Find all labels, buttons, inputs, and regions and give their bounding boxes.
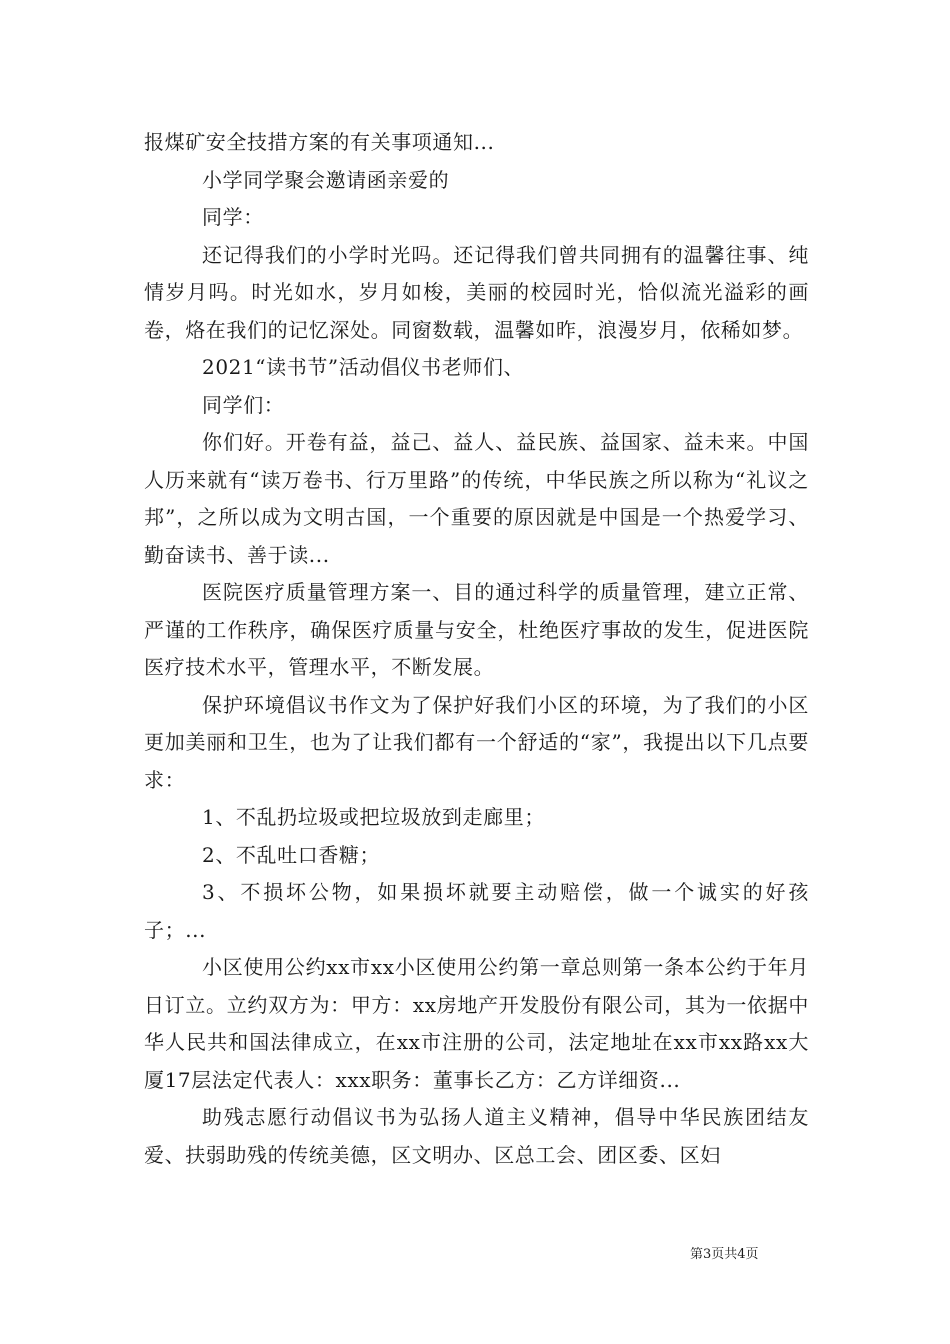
paragraph-notice-tail: 报煤矿安全技措方案的有关事项通知... <box>144 130 495 154</box>
page-number-footer: 第3页共4页 <box>690 1247 759 1262</box>
paragraph-volunteer-proposal: 助残志愿行动倡议书为弘扬人道主义精神，倡导中华民族团结友爱、扶弱助残的传统美德，区文明办、区总工会、团区委、区妇 <box>144 1105 809 1167</box>
paragraph-reading-festival-title: 2021“读书节”活动倡仪书老师们、 <box>202 355 525 379</box>
paragraph-community-convention: 小区使用公约xx市xx小区使用公约第一章总则第一条本公约于年月日订立。立约双方为：甲方：xx房地产开发股份有限公司，其为一依据中华人民共和国法律成立，在xx市注册的公司，法定地址在xx市xx路xx大厦17层法定代表人：xxx职务：董事长乙方：乙方详细资... <box>144 955 809 1092</box>
list-item-3: 3、不损坏公物，如果损坏就要主动赔偿，做一个诚实的好孩子；... <box>144 880 809 942</box>
paragraph-reunion-title: 小学同学聚会邀请函亲爱的 <box>202 167 450 192</box>
list-item-1: 1、不乱扔垃圾或把垃圾放到走廊里； <box>202 805 545 829</box>
paragraph-reunion-body: 还记得我们的小学时光吗。还记得我们曾共同拥有的温馨往事、纯情岁月吗。时光如水，岁月如梭，美丽的校园时光，恰似流光溢彩的画卷，烙在我们的记忆深处。同窗数载，温馨如昨，浪漫岁月，依稀如梦。 <box>144 242 809 342</box>
list-item-2: 2、不乱吐口香糖； <box>202 842 381 867</box>
paragraph-reading-festival-body: 你们好。开卷有益，益己、益人、益民族、益国家、益未来。中国人历来就有“读万卷书、行万里路”的传统，中华民族之所以称为“礼议之邦”，之所以成为文明古国，一个重要的原因就是中国是一个热爱学习、勤奋读书、善于读... <box>144 430 809 567</box>
paragraph-environment-proposal: 保护环境倡议书作文为了保护好我们小区的环境，为了我们的小区更加美丽和卫生，也为了让我们都有一个舒适的“家”，我提出以下几点要求： <box>144 692 809 792</box>
document-body <box>144 124 809 1174</box>
paragraph-salutation-students: 同学们： <box>202 392 285 417</box>
paragraph-salutation-classmates: 同学： <box>202 205 264 229</box>
paragraph-hospital-quality: 医院医疗质量管理方案一、目的通过科学的质量管理，建立正常、严谨的工作秩序，确保医疗质量与安全，杜绝医疗事故的发生，促进医院医疗技术水平，管理水平，不断发展。 <box>144 580 809 679</box>
